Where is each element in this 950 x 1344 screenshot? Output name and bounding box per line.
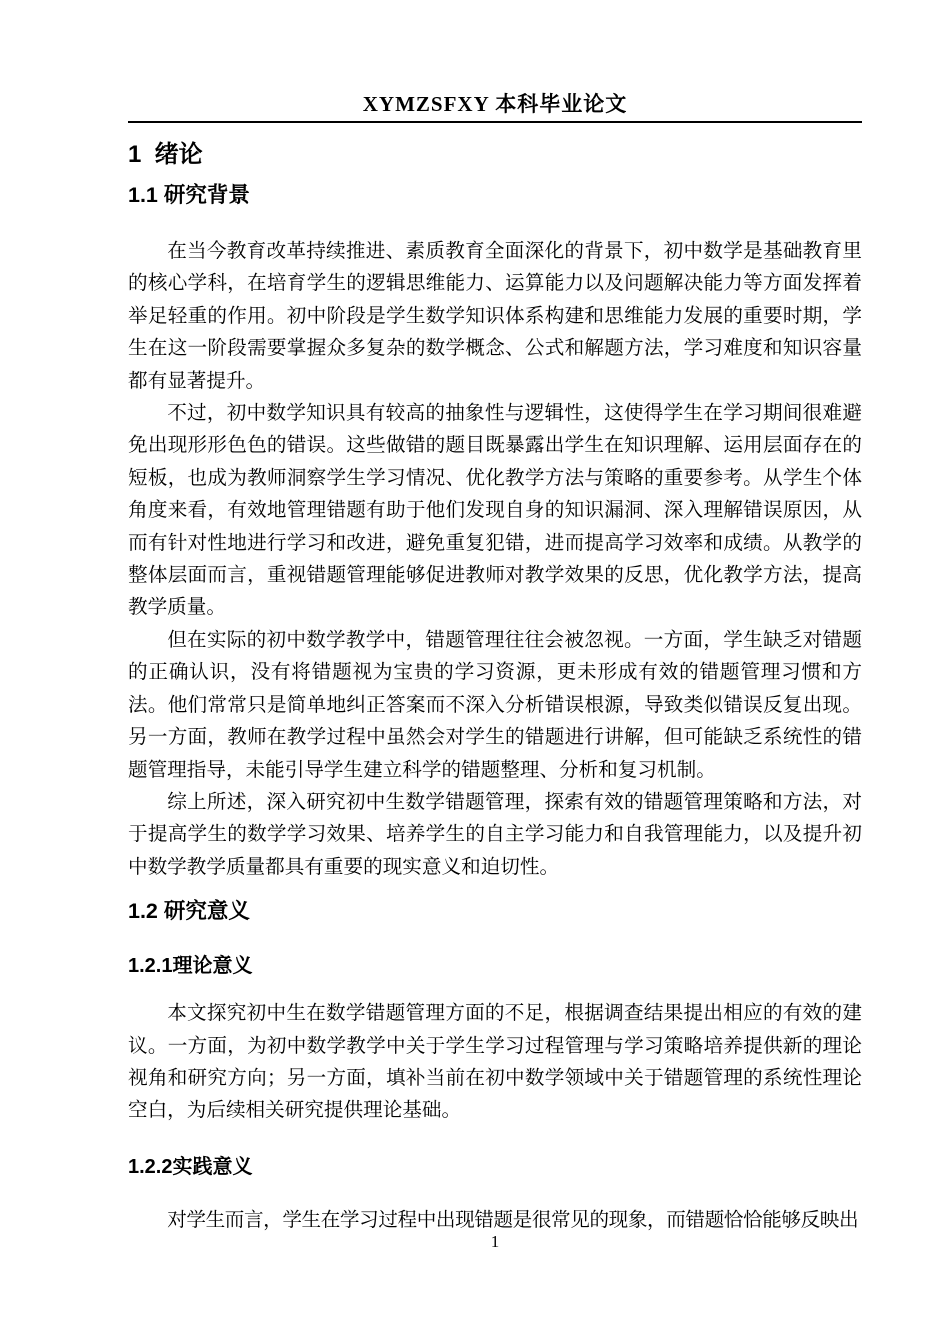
section-1-1-paragraphs: [128, 236, 862, 884]
section-heading-research-background: 1.1 研究背景: [128, 183, 250, 207]
body-paragraph-2: 不过，初中数学知识具有较高的抽象性与逻辑性，这使得学生在学习期间很难避免出现形形色色的错误。这些做错的题目既暴露出学生在知识理解、运用层面存在的短板，也成为教师洞察学生学习情况、优化教学方法与策略的重要参考。从学生个体角度来看，有效地管理错题有助于他们发现自身的知识漏洞、深入理解错误原因，从而有针对性地进行学习和改进，避免重复犯错，进而提高学习效率和成绩。从教学的整体层面而言，重视错题管理能够促进教师对教学效果的反思，优化教学方法，提高教学质量。: [128, 403, 862, 619]
page-number: 1: [490, 1232, 500, 1251]
body-paragraph-4: 综上所述，深入研究初中生数学错题管理，探索有效的错题管理策略和方法，对于提高学生的数学学习效果、培养学生的自主学习能力和自我管理能力，以及提升初中数学教学质量都具有重要的现实意义和迫切性。: [128, 791, 862, 878]
chapter-heading-introduction: 1 绪论: [128, 141, 203, 168]
thesis-header-title: XYMZSFXY 本科毕业论文: [362, 92, 628, 116]
body-paragraph-1: 在当今教育改革持续推进、素质教育全面深化的背景下，初中数学是基础教育里的核心学科，在培育学生的逻辑思维能力、运算能力以及问题解决能力等方面发挥着举足轻重的作用。初中阶段是学生数学知识体系构建和思维能力发展的重要时期，学生在这一阶段需要掌握众多复杂的数学概念、公式和解题方法，学习难度和知识容量都有显著提升。: [128, 241, 862, 392]
body-paragraph-5: 本文探究初中生在数学错题管理方面的不足，根据调查结果提出相应的有效的建议。一方面，为初中数学教学中关于学生学习过程管理与学习策略培养提供新的理论视角和研究方向；另一方面，填补当前在初中数学领域中关于错题管理的系统性理论空白，为后续相关研究提供理论基础。: [128, 1003, 862, 1122]
body-paragraph-6: 对学生而言，学生在学习过程中出现错题是很常见的现象，而错题恰恰能够反映出: [167, 1209, 859, 1231]
body-paragraph-3: 但在实际的初中数学教学中，错题管理往往会被忽视。一方面，学生缺乏对错题的正确认识，没有将错题视为宝贵的学习资源，更未形成有效的错题管理习惯和方法。他们常常只是简单地纠正答案而不深入分析错误根源，导致类似错误反复出现。另一方面，教师在教学过程中虽然会对学生的错题进行讲解，但可能缺乏系统性的错题管理指导，未能引导学生建立科学的错题整理、分析和复习机制。: [128, 629, 862, 781]
subsection-heading-practical-significance: 1.2.2实践意义: [128, 1155, 253, 1178]
page-footer: [128, 1230, 862, 1344]
section-heading-research-significance: 1.2 研究意义: [128, 899, 250, 924]
running-header: [128, 91, 862, 123]
document-body: [128, 140, 862, 1237]
subsection-heading-theoretical-significance: 1.2.1理论意义: [128, 955, 253, 978]
